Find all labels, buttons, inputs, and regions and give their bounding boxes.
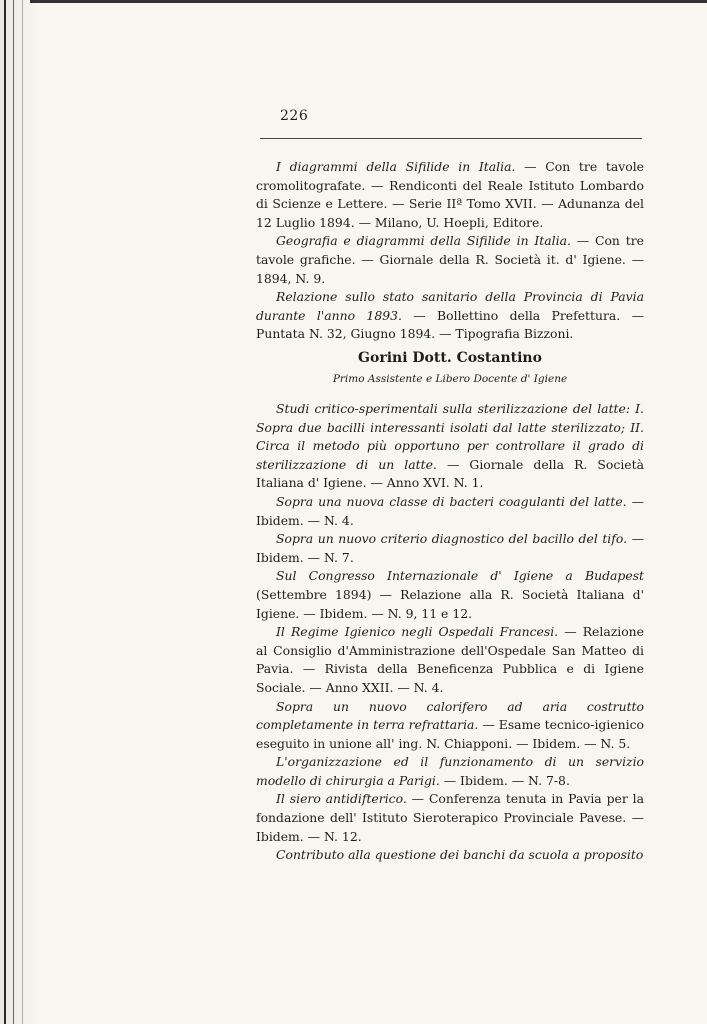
author-header <box>256 349 644 387</box>
bibliography-entry: Il siero antidifterico. — Conferenza tenuta in Pavia per la fondazione dell' Istituto Sieroterapico Provinciale Pavese. — Ibidem. — N. 12. <box>256 791 644 844</box>
bibliography-entry: Sopra un nuovo criterio diagnostico del bacillo del tifo. — Ibidem. — N. 7. <box>256 531 644 565</box>
bibliography-entry: I diagrammi della Sifilide in Italia. — Con tre tavole cromolitografate. — Rendiconti del Reale Istituto Lombardo di Scienze e Lettere. — Serie IIª Tomo XVII. — Adunanza del 12 Luglio 1894. — Milano, U. Hoepli, Editore. <box>256 159 644 230</box>
section-publications-1 <box>256 158 644 344</box>
binding-edge <box>0 0 38 1024</box>
bibliography-entry: Studi critico-sperimentali sulla sterilizzazione del latte: I. Sopra due bacilli interessanti isolati dal latte sterilizzato; II. Circa il metodo più opportuno per controllare il grado di sterilizzazione di un latte. — Giornale della R. Società Italiana d' Igiene. — Anno XVI. N. 1. <box>256 401 644 491</box>
bibliography-entry: L'organizzazione ed il funzionamento di un servizio modello di chirurgia a Parigi. — Ibidem. — N. 7-8. <box>256 754 644 788</box>
bibliography-entry: Sul Congresso Internazionale d' Igiene a Budapest (Settembre 1894) — Relazione alla R. Società Italiana d' Igiene. — Ibidem. — N. 9, 11 e 12. <box>256 568 644 621</box>
section-publications-2 <box>256 400 644 865</box>
bibliography-entry: Sopra un nuovo calorifero ad aria costrutto completamente in terra refrattaria. — Esame tecnico-igienico eseguito in unione all' ing. N. Chiapponi. — Ibidem. — N. 5. <box>256 698 644 751</box>
bibliography-entry: Relazione sullo stato sanitario della Provincia di Pavia durante l'anno 1893. — Bollettino della Prefettura. — Puntata N. 32, Giugno 1894. — Tipografia Bizzoni. <box>256 289 644 342</box>
header-rule <box>260 138 642 139</box>
bibliography-entry: Sopra una nuova classe di bacteri coagulanti del latte. — Ibidem. — N. 4. <box>256 493 644 528</box>
bibliography-entry: Geografia e diagrammi della Sifilide in Italia. — Con tre tavole grafiche. — Giornale della R. Società it. d' Igiene. — 1894, N. 9. <box>256 233 644 286</box>
author-name: Gorini Dott. Costantino <box>358 350 542 366</box>
author-role: Primo Assistente e Libero Docente d' Igiene <box>332 373 568 385</box>
bibliography-entry: Contributo alla questione dei banchi da scuola a proposito <box>276 847 644 863</box>
bibliography-entry: Il Regime Igienico negli Ospedali Francesi. — Relazione al Consiglio d'Amministrazione dell'Ospedale San Matteo di Pavia. — Rivista della Beneficenza Pubblica e di Igiene Sociale. — Anno XXII. — N. 4. <box>256 624 644 695</box>
page-top-edge <box>30 0 707 3</box>
page-number: 226 <box>280 108 309 124</box>
